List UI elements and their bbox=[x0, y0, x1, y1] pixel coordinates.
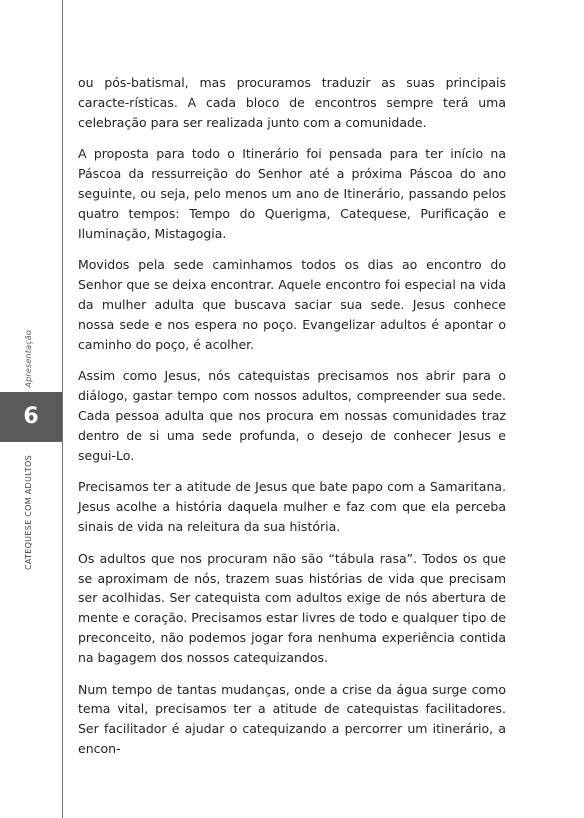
book-title: CATEQUESE COM ADULTOS bbox=[24, 455, 33, 570]
paragraph-1: ou pós-batismal, mas procuramos traduzir as suas principais caracte-rísticas. A cada bloco de encontros sempre terá uma celebração para ser realizada junto com a comunidade. bbox=[78, 75, 506, 130]
paragraph-5: Precisamos ter a atitude de Jesus que bate papo com a Samaritana. Jesus acolhe a história daquela mulher e faz com que ela perceba sinais de vida na releitura da sua história. bbox=[78, 479, 506, 534]
page-number: 6 bbox=[23, 404, 39, 429]
paragraph-4: Assim como Jesus, nós catequistas precisamos nos abrir para o diálogo, gastar tempo com nossos adultos, compreender sua sede. Cada pessoa adulta que nos procura em nossas comunidades traz dentro de si uma sede profunda, o desejo de conhecer Jesus e segui-Lo. bbox=[78, 368, 506, 463]
paragraph-7: Num tempo de tantas mudanças, onde a crise da água surge como tema vital, precisamos ter a atitude de catequistas facilitadores. Ser facilitador é ajudar o catequizando a percorrer um itinerário, a encon- bbox=[78, 681, 506, 756]
paragraph-6: Os adultos que nos procuram não são “tábula rasa”. Todos os que se aproximam de nós, trazem suas histórias de vida que precisam ser acolhidas. Ser catequista com adultos exige de nós abertura de mente e coração. Precisamos estar livres de todo e qualquer tipo de preconceito, não podemos jogar fora nenhuma experiência contida na bagagem dos nossos catequizandos. bbox=[78, 550, 506, 665]
body-text bbox=[78, 73, 506, 771]
paragraph-3: Movidos pela sede caminhamos todos os dias ao encontro do Senhor que se deixa encontrar. Aquele encontro foi especial na vida da mulher adulta que buscava saciar sua sede. Jesus conhece nossa sede e nos espera no poço. Evangelizar adultos é apontar o caminho do poço, é acolher. bbox=[78, 257, 506, 352]
section-label: Apresentação bbox=[24, 330, 33, 388]
paragraph-2: A proposta para todo o Itinerário foi pensada para ter início na Páscoa da ressurreição do Senhor até a próxima Páscoa do ano seguinte, ou seja, pelo menos um ano de Itinerário, passando pelos quatro tempos: Tempo do Querigma, Catequese, Purificação e Iluminação, Mistagogia. bbox=[78, 146, 506, 241]
page-number-box bbox=[0, 392, 62, 442]
page-sidebar bbox=[0, 0, 63, 818]
